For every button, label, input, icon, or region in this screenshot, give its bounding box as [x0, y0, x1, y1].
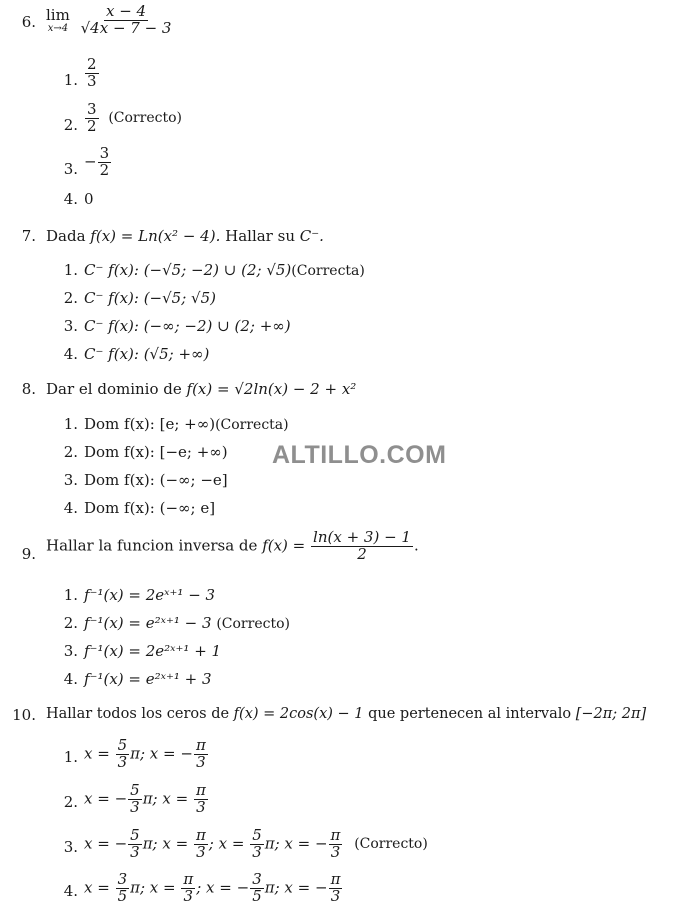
option-text: − $\frac{3}{2}$ — [84, 144, 110, 179]
correct-note: (Correcto) — [216, 616, 290, 632]
option-number: 4. — [63, 670, 78, 688]
formula: C⁻. — [299, 227, 324, 245]
option-text: C⁻ f(x): (−√5; −2) ∪ (2; √5)(Correcta) — [84, 261, 365, 279]
option-number: 4. — [63, 499, 78, 517]
question-number: 6. — [21, 13, 36, 31]
question-statement — [46, 4, 174, 37]
option-text: x = $\frac{3}{5}$ π; x = $\frac{\pi}{3}$ ; x = − $\frac{3}{5}$ π; x = − $\frac{\pi}{3}$ — [84, 870, 341, 905]
option-number: 4. — [63, 882, 78, 900]
option-text: C⁻ f(x): (−√5; √5) — [84, 289, 216, 307]
option-number: 1. — [63, 71, 78, 89]
option-number: 1. — [63, 586, 78, 604]
option-text: 0 — [84, 190, 94, 208]
formula: f(x) = Ln(x² − 4). — [90, 227, 221, 245]
question-number: 7. — [21, 227, 36, 245]
interval: [−2π; 2π] — [575, 706, 647, 722]
question-number: 8. — [21, 380, 36, 398]
correct-note: (Correcta) — [291, 263, 365, 279]
option-number: 1. — [63, 748, 78, 766]
statement-text: Hallar todos los ceros de — [46, 706, 230, 722]
question-statement — [46, 706, 646, 722]
option-number: 1. — [63, 261, 78, 279]
option-text: f⁻¹(x) = 2eˣ⁺¹ − 3 — [84, 586, 216, 604]
watermark-logo: ALTILLO.COM — [272, 441, 447, 469]
option-number: 2. — [63, 443, 78, 461]
option-text: x = $\frac{5}{3}$ π; x = − $\frac{\pi}{3}$ — [84, 736, 206, 771]
correct-note: (Correcto) — [108, 110, 182, 127]
option-text: f⁻¹(x) = e²ˣ⁺¹ + 3 — [84, 670, 212, 688]
option-number: 3. — [63, 642, 78, 660]
option-number: 2. — [63, 116, 78, 134]
option-number: 2. — [63, 289, 78, 307]
statement-text: Dada — [46, 227, 86, 245]
option-number: 3. — [63, 317, 78, 335]
option-text: Dom f(x): (−∞; e] — [84, 499, 216, 517]
statement-text: Dar el dominio de — [46, 380, 182, 398]
option-text: Dom f(x): (−∞; −e] — [84, 471, 228, 489]
fraction-numerator: ln(x + 3) − 1 — [313, 528, 411, 546]
formula: f(x) = √2ln(x) − 2 + x² — [186, 380, 357, 398]
option-text: Dom f(x): [−e; +∞) — [84, 443, 228, 461]
fraction-numerator: x − 4 — [105, 2, 147, 20]
option-text: f⁻¹(x) = 2e²ˣ⁺¹ + 1 — [84, 642, 222, 660]
fraction-denominator: 2 — [357, 544, 367, 563]
option-number: 1. — [63, 415, 78, 433]
option-number: 4. — [63, 345, 78, 363]
option-number: 3. — [63, 160, 78, 178]
option-text: $\frac{3}{2}$ (Correcto) — [87, 100, 182, 135]
option-number: 3. — [63, 838, 78, 856]
statement-text: Hallar su — [225, 227, 295, 245]
question-statement: Hallar la funcion inversa de f(x) = $\frac{\ln(x + 3) - 1}{2}$ . — [46, 528, 419, 563]
option-text: $\frac{2}{3}$ — [87, 55, 97, 90]
option-text: C⁻ f(x): (−∞; −2) ∪ (2; +∞) — [84, 317, 291, 335]
question-number: 10. — [12, 706, 36, 724]
statement-text: Hallar la funcion inversa de — [46, 536, 258, 555]
option-text: C⁻ f(x): (√5; +∞) — [84, 345, 210, 363]
option-text: x = − $\frac{5}{3}$ π; x = $\frac{\pi}{3}$ — [84, 781, 206, 816]
lim-subscript: x→4 — [47, 23, 69, 34]
option-text: f⁻¹(x) = e²ˣ⁺¹ − 3 (Correcto) — [84, 614, 290, 632]
option-number: 2. — [63, 793, 78, 811]
question-number: 9. — [21, 545, 36, 563]
question-statement — [46, 380, 356, 398]
formula-lhs: f(x) = — [262, 536, 306, 555]
lim-word: lim — [46, 5, 70, 24]
option-number: 2. — [63, 614, 78, 632]
option-number: 4. — [63, 190, 78, 208]
option-text: x = − $\frac{5}{3}$ π; x = $\frac{\pi}{3}$ ; x = $\frac{5}{3}$ π; x = − $\frac{\pi}{3}$ (Correcto) — [84, 826, 428, 861]
statement-text: que pertenecen al intervalo — [368, 706, 572, 722]
option-number: 3. — [63, 471, 78, 489]
correct-note: (Correcto) — [354, 836, 428, 853]
correct-note: (Correcta) — [215, 417, 289, 433]
question-statement — [46, 227, 324, 245]
fraction-denominator: √4x − 7 − 3 — [80, 18, 172, 37]
option-text: Dom f(x): [e; +∞)(Correcta) — [84, 415, 289, 433]
formula: f(x) = 2cos(x) − 1 — [233, 706, 364, 722]
